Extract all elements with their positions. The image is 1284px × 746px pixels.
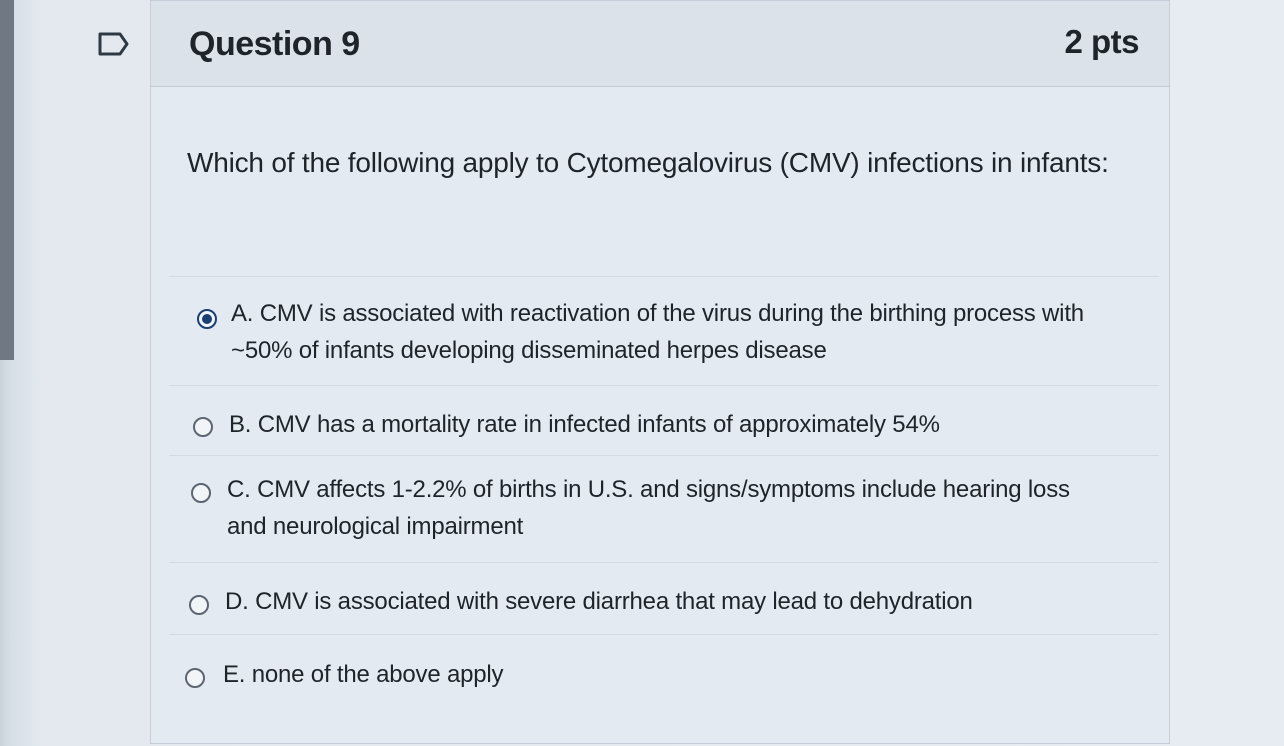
flag-question-icon[interactable] [96, 30, 130, 58]
question-title: Question 9 [189, 25, 360, 63]
question-header [151, 1, 1169, 87]
answer-label-e[interactable]: E. none of the above apply [223, 661, 504, 688]
answer-label-c[interactable]: C. CMV affects 1-2.2% of births in U.S. and signs/symptoms include hearing loss and neurological impairment [227, 476, 1070, 540]
radio-unselected-icon[interactable] [191, 483, 211, 503]
answer-list [169, 276, 1159, 706]
answer-option-c[interactable] [169, 455, 1159, 562]
radio-unselected-icon[interactable] [185, 668, 205, 688]
answer-label-a[interactable]: A. CMV is associated with reactivation of the virus during the birthing process with ~50% of infants developing disseminated herpes disease [231, 300, 1084, 364]
question-points: 2 pts [1064, 23, 1139, 60]
answer-option-d[interactable] [169, 562, 1159, 634]
question-card [150, 0, 1170, 744]
answer-option-a[interactable] [169, 276, 1159, 385]
answer-option-e[interactable] [169, 634, 1159, 706]
radio-selected-icon[interactable] [197, 309, 217, 329]
question-text: Which of the following apply to Cytomegalovirus (CMV) infections in infants: [187, 147, 1109, 178]
left-edge-panel [0, 0, 14, 360]
answer-label-d[interactable]: D. CMV is associated with severe diarrhea that may lead to dehydration [225, 588, 973, 615]
radio-unselected-icon[interactable] [189, 595, 209, 615]
answer-option-b[interactable] [169, 385, 1159, 455]
radio-unselected-icon[interactable] [193, 417, 213, 437]
answer-label-b[interactable]: B. CMV has a mortality rate in infected infants of approximately 54% [229, 411, 940, 438]
